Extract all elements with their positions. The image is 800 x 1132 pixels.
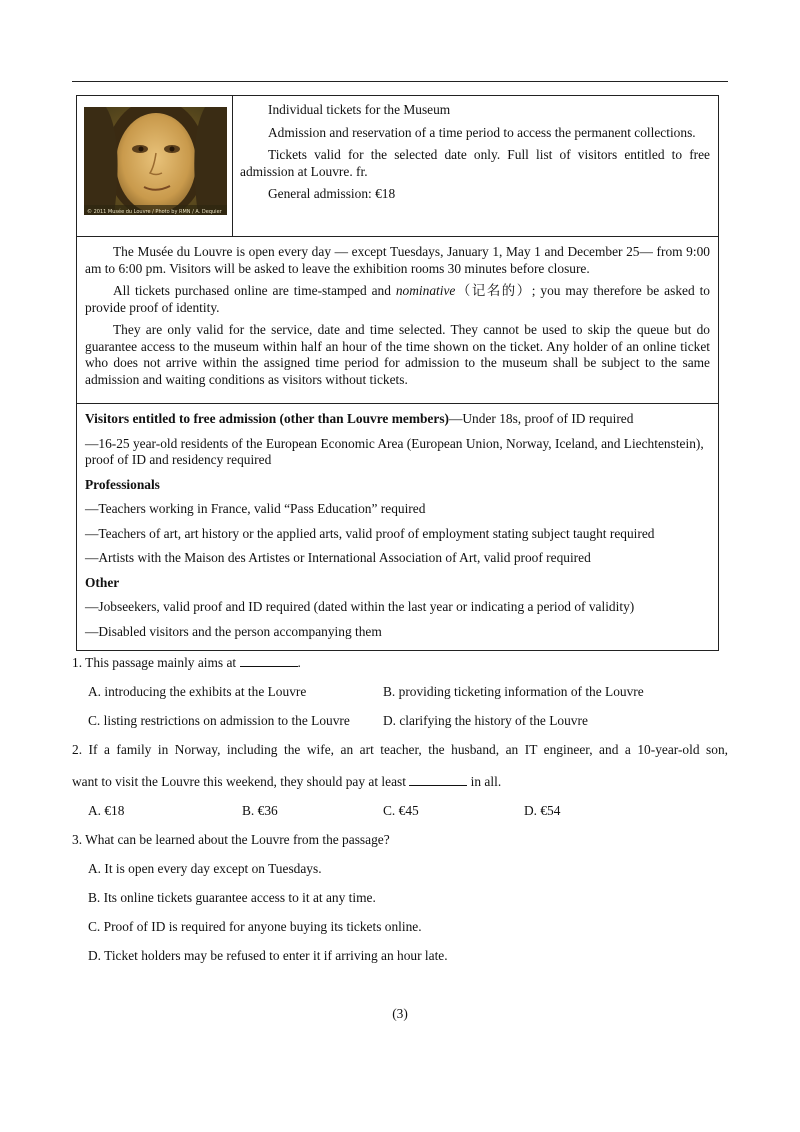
q1-option-c[interactable]: C. listing restrictions on admission to the Louvre <box>88 713 350 728</box>
free-admission-youth: —16-25 year-old residents of the European Economic Area (European Union, Norway, Iceland, and Liechtenstein), proof of ID and residency required <box>85 435 704 467</box>
opening-hours: The Musée du Louvre is open every day — except Tuesdays, January 1, May 1 and December 25— from 9:00 am to 6:00 pm. Visitors will be asked to leave the exhibition rooms 30 minutes before closure. <box>85 244 710 276</box>
other-heading: Other <box>85 574 120 590</box>
q3-option-d[interactable]: D. Ticket holders may be refused to enter it if arriving an hour late. <box>88 948 448 963</box>
ticket-validity-rules: They are only valid for the service, date and time selected. They cannot be used to skip the queue but do guarantee access to the museum within half an hour of the time shown on the ticket. Any holder of an online ticket who does not arrive within the assigned time period for admission to the museum shall be subject to the same admission and waiting conditions as visitors without tickets. <box>85 322 710 387</box>
question-1-stem: 1. This passage mainly aims at . <box>72 655 301 670</box>
q2-option-d[interactable]: D. €54 <box>524 803 561 818</box>
q2-option-a[interactable]: A. €18 <box>88 803 125 818</box>
question-2-stem-line1: 2. If a family in Norway, including the wife, an art teacher, the husband, an IT engineer, and a 10-year-old son, <box>72 742 728 757</box>
nominative-gloss: （记名的） <box>455 283 532 298</box>
q1-option-d[interactable]: D. clarifying the history of the Louvre <box>383 713 588 728</box>
q2-option-c[interactable]: C. €45 <box>383 803 419 818</box>
online-tickets-note: All tickets purchased online are time-stamped and nominative（记名的）; you may therefore be asked to provide proof of identity. <box>85 283 711 315</box>
q1-option-a[interactable]: A. introducing the exhibits at the Louvre <box>88 684 307 699</box>
mona-lisa-image <box>84 107 227 215</box>
answer-blank <box>409 773 467 786</box>
q2-option-b[interactable]: B. €36 <box>242 803 278 818</box>
question-3-stem: 3. What can be learned about the Louvre from the passage? <box>72 832 390 847</box>
q3-option-a[interactable]: A. It is open every day except on Tuesdays. <box>88 861 322 876</box>
professionals-item: —Teachers working in France, valid “Pass Education” required <box>85 501 426 516</box>
professionals-item: —Artists with the Maison des Artistes or International Association of Art, valid proof required <box>85 550 591 565</box>
nominative-term: nominative <box>395 283 456 298</box>
free-admission-heading: Visitors entitled to free admission (other than Louvre members)—Under 18s, proof of ID required <box>85 411 634 426</box>
ticket-card-text <box>240 102 710 209</box>
other-item: —Disabled visitors and the person accompanying them <box>85 623 382 639</box>
ticket-card <box>76 95 719 237</box>
free-admission-box <box>76 403 719 651</box>
ticket-validity: Tickets valid for the selected date only. Full list of visitors entitled to free admission at Louvre. fr. <box>240 147 710 179</box>
ticket-title: Individual tickets for the Museum <box>268 102 451 117</box>
q3-option-c[interactable]: C. Proof of ID is required for anyone buying its tickets online. <box>88 919 422 934</box>
ticket-price: General admission: €18 <box>268 186 396 201</box>
professionals-heading: Professionals <box>85 476 160 492</box>
mona-lisa-image-cell <box>77 96 233 236</box>
other-item: —Jobseekers, valid proof and ID required (dated within the last year or indicating a period of validity) <box>85 599 635 614</box>
page-number: (3) <box>392 1006 408 1021</box>
header-rule <box>72 81 728 82</box>
professionals-item: —Teachers of art, art history or the applied arts, valid proof of employment stating subject taught required <box>85 525 655 541</box>
museum-info-box <box>76 236 719 404</box>
q3-option-b[interactable]: B. Its online tickets guarantee access to it at any time. <box>88 890 376 905</box>
ticket-description: Admission and reservation of a time period to access the permanent collections. <box>268 124 696 140</box>
image-caption: © 2011 Musée du Louvre / Photo by RMN / A. Dequier <box>87 209 222 215</box>
question-2-stem-line2: want to visit the Louvre this weekend, they should pay at least in all. <box>72 774 502 789</box>
q1-option-b[interactable]: B. providing ticketing information of the Louvre <box>383 684 644 699</box>
answer-blank <box>240 654 298 667</box>
